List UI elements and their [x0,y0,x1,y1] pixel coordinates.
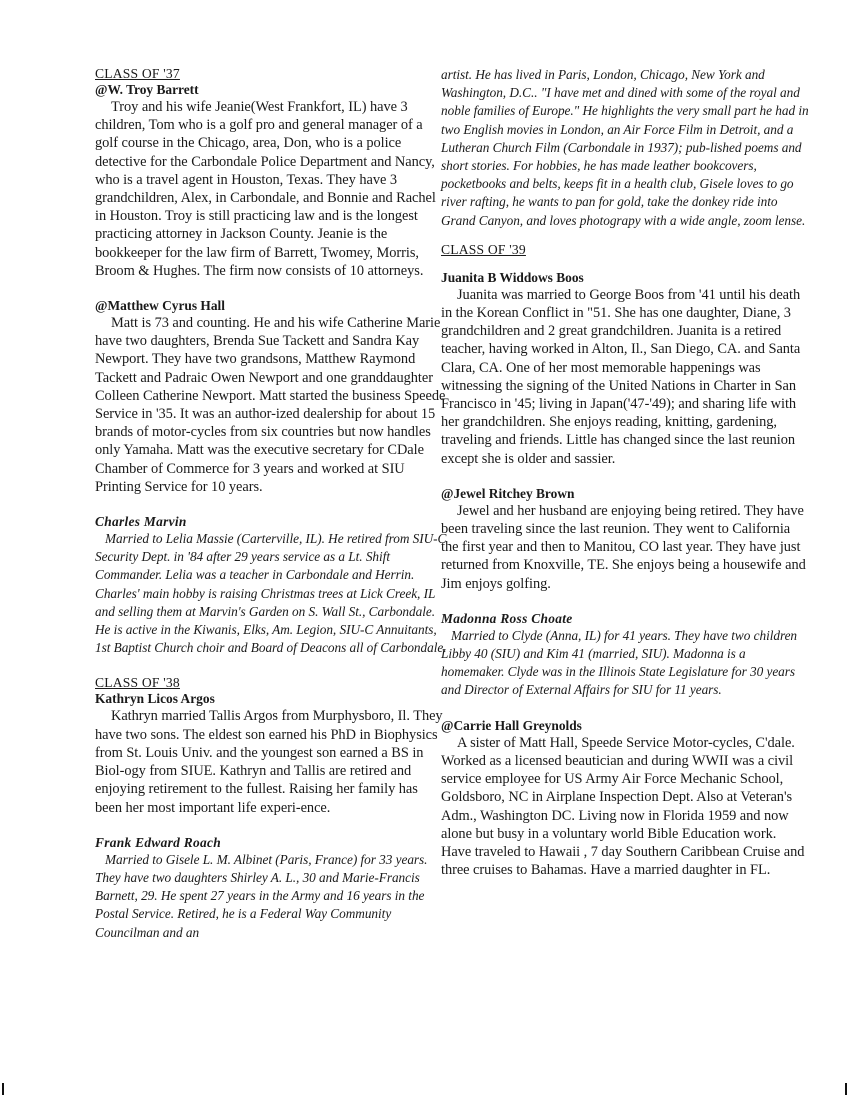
entry-body-choate: Married to Clyde (Anna, IL) for 41 years. They have two children Libby 40 (SIU) and Kim 41 (married, SIU). Madonna is a homemaker. Clyde was in the Illinois State Legislature for 30 years and Director of External Affairs for SIU for 11 years. [441,627,798,698]
entry-body-boos: Juanita was married to George Boos from '41 until his death in the Korean Conflict in "51. She has one daughter, Diane, 3 grandchildren and 2 great grandchildren. Juanita is a retired teacher, having worked in Alton, Il., San Diego, CA. and Santa Clara, CA. One of her most memorable happenings was witnessing the signing of the United Nations in Charter in San Francisco in '45; living in Japan('47-'49); and sharing life with her grandchildren. She enjoys reading, knitting, gardening, traveling and friends. Little has changed since the last reunion except she is older and sassier. [441,286,801,467]
entry-body-argos: Kathryn married Tallis Argos from Murphysboro, Il. They have two sons. The eldest son earned his PhD in Biophysics from St. Louis Univ. and the youngest son earned a BS in Biol-ogy from SIUE. Kathryn and Tallis are retired and enjoying retirement to the fullest. Raising her family has been her most important life experi-ence. [95,708,443,816]
entry-name-argos: Kathryn Licos Argos [95,691,215,707]
entry-body-greynolds: A sister of Matt Hall, Speede Service Motor-cycles, C'dale. Worked as a licensed beautician and during WWII was a civil service employee for US Army Air Force Mechanic School, Goldsboro, NC in Airplane Inspection Dept. Also at Veteran's Adm., Washington DC. Living now in Florida 1959 and now alone but busy in a voluntary world Bible Education work. Have traveled to Hawaii , 7 day Southern Caribbean Cruise and three cruises to Bahamas. Have a married daughter in FL. [441,734,805,879]
scan-edge-mark-left [2,1083,4,1095]
entry-name-roach: Frank Edward Roach [95,834,221,850]
entry-body-marvin: Married to Lelia Massie (Carterville, IL). He retired from SIU-C Security Dept. in '84 after 29 years service as a Lt. Shift Commander. Lelia was a teacher in Carbondale and Herrin. Charles' main hobby is raising Christmas trees at Lick Creek, IL and selling them at Marvin's Garden on S. Wall St., Carbondale. He is active in the Kiwanis, Elks, Am. Legion, SIU-C Annuitants, 1st Baptist Church choir and Board of Deacons all of Carbondale. [95,531,447,656]
entry-name-marvin: Charles Marvin [95,514,187,530]
entry-name-barrett: @W. Troy Barrett [95,82,199,97]
entry-name-brown: @Jewel Ritchey Brown [441,485,575,501]
class-heading-1937: CLASS OF '37 [95,66,180,81]
entry-name-choate: Madonna Ross Choate [441,610,573,626]
entry-body-roach-continued: artist. He has lived in Paris, London, Chicago, New York and Washington, D.C.. "I have met and dined with some of the royal and noble families of Europe." He highlights the very small part he had in two English movies in London, an Air Force Film in Detroit, and a Lutheran Church Film (Carbondale in 1937); pub-lished poems and short stories. For hobbies, he has made leather bookcovers, pocketbooks and belts, keeps fit in a health club, Gisele loves to go river rafting, he wants to pan for gold, take the donkey ride into Grand Canyon, and loves photograpy with a wide angle, zoom lense. [441,67,809,228]
left-column [95,66,447,942]
class-heading-1938: CLASS OF '38 [95,675,180,691]
entry-body-hall: Matt is 73 and counting. He and his wife Catherine Marie have two daughters, Brenda Sue Tackett and Sandra Kay Newport. They have two grandsons, Matthew Raymond Tackett and Padraic Owen Newport and one granddaughter Colleen Catherine Newport. Matt started the business Speede Service in '35. It was an author-ized dealership for about 15 brands of motor-cycles from six countries but now handles only Yamaha. Matt was the executive secretary for CDale Chamber of Commerce for 3 years and worked at SIU Printing Service for 10 years. [95,315,446,495]
entry-name-boos: Juanita B Widdows Boos [441,269,584,285]
entry-body-barrett: Troy and his wife Jeanie(West Frankfort, IL) have 3 children, Tom who is a golf pro and general manager of a golf course in the Chicago, area, Don, who is a police detective for the Carbondale Police Department and Nancy, who is a travel agent in Houston, Texas. They have 3 grandchildren, Alex, in Carbondale, and Bonnie and Rachel in Houston. Troy is still practicing law and is the longest practicing attorney in Jackson County. Jeanie is the bookkeeper for the law firm of Barrett, Twomey, Morris, Broom & Hughes. The firm now consists of 10 attorneys. [95,99,436,279]
class-heading-1939: CLASS OF '39 [441,241,526,257]
entry-body-roach: Married to Gisele L. M. Albinet (Paris, France) for 33 years. They have two daughters Shirley A. L., 30 and Marie-Francis Barnett, 29. He spent 27 years in the Army and 16 years in the Postal Service. Retired, he is a Federal Way Community Councilman and an [95,851,428,940]
right-column [441,66,809,879]
entry-name-hall: @Matthew Cyrus Hall [95,298,225,314]
scan-edge-mark-right [845,1083,847,1095]
entry-name-greynolds: @Carrie Hall Greynolds [441,717,582,733]
entry-body-brown: Jewel and her husband are enjoying being retired. They have been traveling since the last reunion. They went to California the first year and then to Manitou, CO last year. They have just returned from Knoxville, TE. She enjoys being a housewife and Jim enjoys golfing. [441,502,806,592]
